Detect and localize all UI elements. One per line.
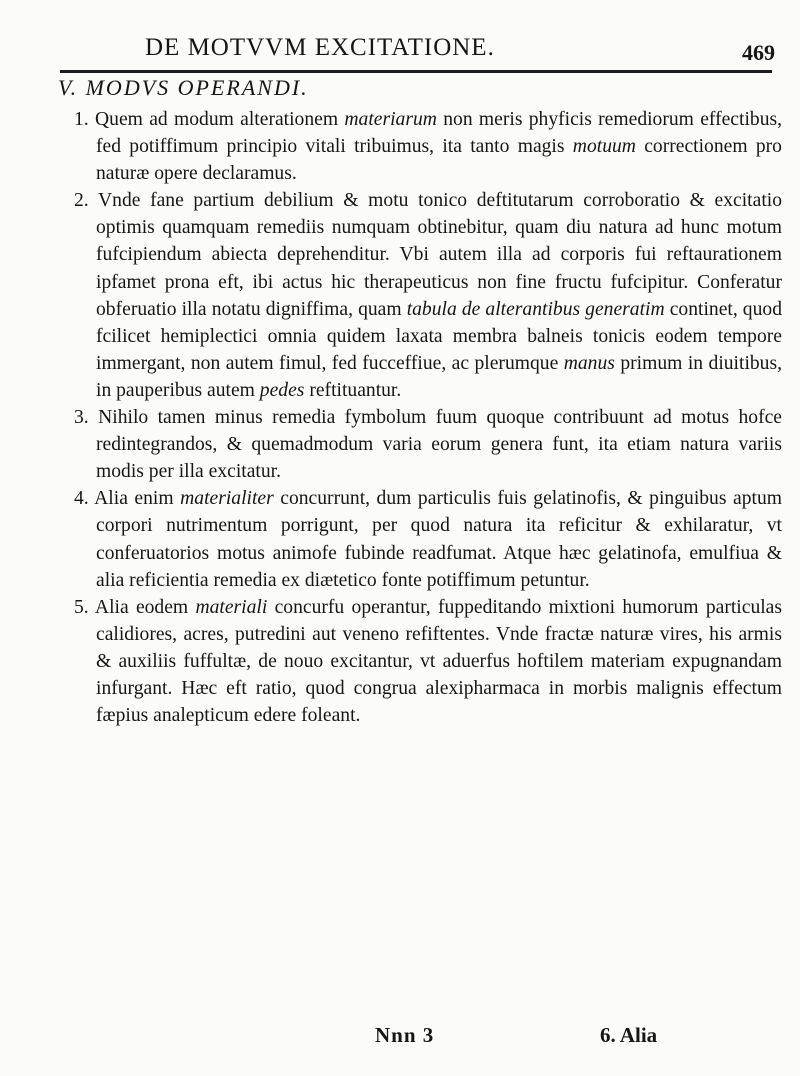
italic-term: materialiter	[180, 488, 274, 510]
paragraph-3	[60, 404, 782, 485]
body-text	[60, 106, 782, 729]
running-title: DE MOTVVM EXCITATIONE.	[145, 34, 495, 61]
paragraph-1	[60, 106, 782, 187]
text-run: Alia enim	[94, 488, 181, 510]
page-number: 469	[742, 40, 775, 65]
paragraph-2	[60, 187, 782, 404]
text-run: Alia eodem	[94, 596, 196, 618]
section-number: V.	[58, 75, 79, 100]
text-run: primum in diuitibus, in pauperibus autem	[96, 352, 783, 401]
paragraph-number: 5.	[74, 596, 89, 618]
text-run: correctionem pro naturæ opere declaramus.	[96, 136, 782, 185]
paragraph-number: 3.	[74, 407, 89, 429]
italic-term: manus	[563, 352, 615, 374]
italic-term: materiarum	[344, 109, 437, 130]
text-run: Vnde fane partium debilium & motu tonico deftitutarum corroboratio & excitatio optimis quamquam remediis numquam obtinebitur, quam diu natura ad hunc motum fufcipiendum abiecta deprehenditur. Vbi autem illa ad corporis fui reftaurationem ipfamet prona eft, ibi actus hic therapeuticus non fine fructu fufcipitur. Conferatur obferuatio illa notatu digniffima, quam	[96, 190, 783, 320]
text-run: continet, quod fcilicet hemiplectici omnia quidem laxata membra balneis tonicis eodem tempore immergant, non autem fimul, fed fucceffiue, ac plerumque	[96, 298, 782, 374]
header-rule	[60, 70, 772, 73]
italic-term: motuum	[572, 136, 636, 158]
paragraph-4	[60, 485, 782, 593]
signature-mark: Nnn 3	[375, 1023, 435, 1047]
italic-term: tabula de alterantibus generatim	[406, 298, 665, 320]
text-run: Nihilo tamen minus remedia fymbolum fuum quoque contribuunt ad motus hofce redintegrandos, & quemadmodum varia eorum genera funt, ita etiam natura variis modis per illa excitatur.	[96, 407, 782, 483]
text-run: non meris phyficis remediorum effectibus, fed potiffimum principio vitali tribuimus, ita tanto magis	[96, 109, 783, 158]
italic-term: materiali	[195, 596, 268, 618]
paragraph-number: 1.	[74, 109, 89, 130]
section-title: MODVS OPERANDI.	[85, 75, 309, 100]
text-run: concurfu operantur, fuppeditando mixtioni humorum particulas calidiores, acres, putredini aut veneno refiftentes. Vnde fractæ naturæ vires, his armis & auxiliis fuffultæ, de nouo excitantur, vt aduerfus hoftilem materiam expugnandam infurgant. Hæc eft ratio, quod congrua alexipharmaca in morbis malignis effectum fæpius analepticum edere foleant.	[96, 596, 783, 727]
page-footer	[0, 1023, 800, 1057]
paragraph-number: 2.	[74, 190, 89, 212]
section-heading	[58, 75, 309, 101]
italic-term: pedes	[259, 379, 305, 401]
text-run: Quem ad modum alterationem	[95, 109, 345, 130]
paragraph-5	[60, 594, 782, 729]
text-run: reftituantur.	[304, 379, 402, 401]
paragraph-number: 4.	[74, 488, 89, 510]
text-run: concurrunt, dum particulis fuis gelatinofis, & pinguibus aptum corpori nutrimentum porrigunt, per quod natura ita reficitur & exhilaratur, vt conferuatorios motus animofe fubinde readfumat. Atque hæc gelatinofa, emulfiua & alia reficientia remedia ex diætetico fonte potiffimum petuntur.	[96, 488, 782, 591]
catchword: 6. Alia	[600, 1023, 658, 1047]
